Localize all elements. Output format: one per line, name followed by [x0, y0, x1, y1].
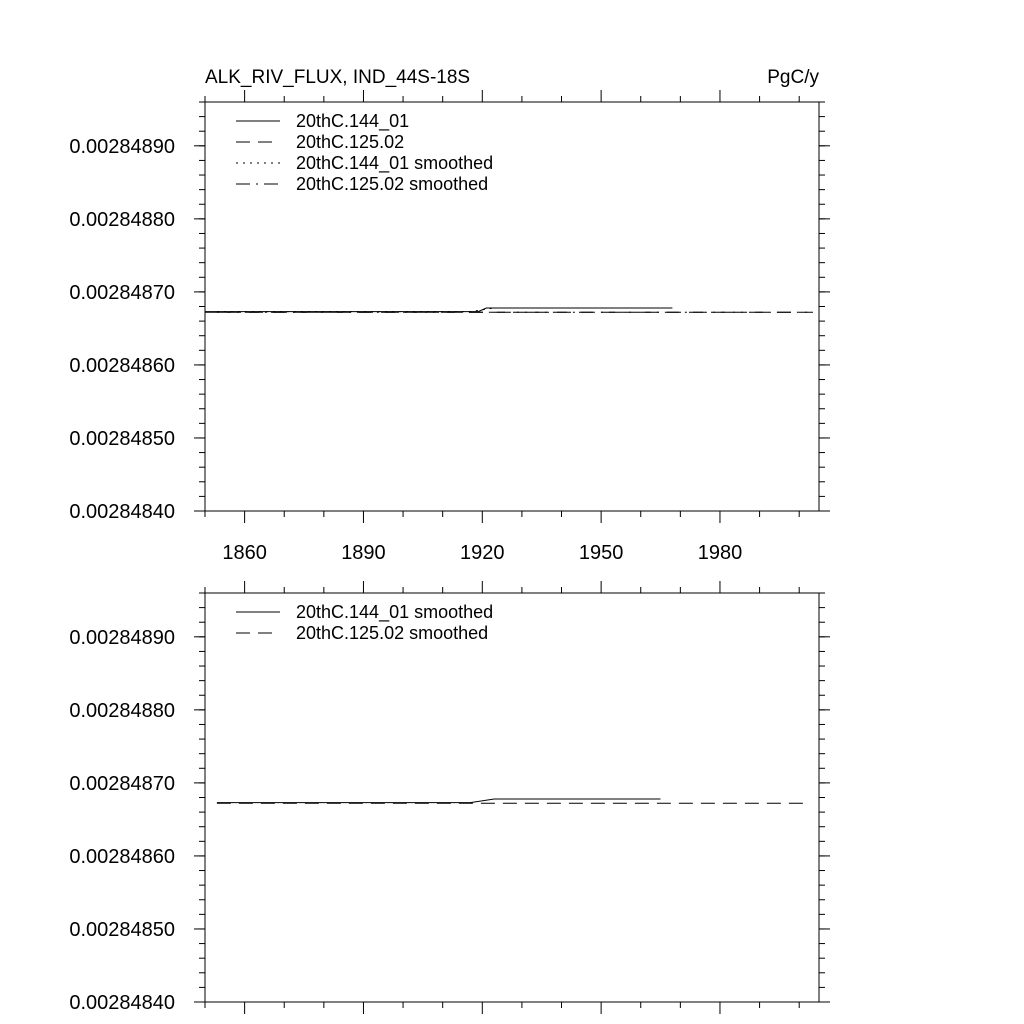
x-tick-label: 1950 — [578, 542, 624, 564]
legend-label: 20thC.144_01 smoothed — [296, 153, 494, 173]
chart-title: ALK_RIV_FLUX, IND_44S-18S — [205, 67, 471, 88]
top-panel — [69, 90, 830, 564]
y-tick-label: 0.00284890 — [69, 626, 175, 649]
bottom-panel — [69, 581, 830, 1014]
legend-label: 20thC.144_01 — [296, 111, 410, 131]
x-tick-label: 1890 — [341, 542, 386, 564]
series-line — [205, 308, 672, 312]
y-tick-label: 0.00284880 — [69, 699, 175, 722]
y-tick-label: 0.00284840 — [69, 992, 175, 1014]
y-tick-label: 0.00284870 — [69, 772, 175, 795]
y-tick-label: 0.00284890 — [69, 135, 175, 158]
plot-frame — [205, 593, 819, 1002]
series-line — [217, 799, 661, 803]
y-tick-label: 0.00284860 — [69, 354, 175, 377]
series-line — [217, 308, 661, 312]
y-tick-label: 0.00284860 — [69, 845, 175, 868]
y-tick-label: 0.00284850 — [69, 918, 175, 941]
x-tick-label: 1920 — [460, 542, 505, 564]
x-tick-label: 1980 — [697, 542, 743, 564]
legend-label: 20thC.125.02 smoothed — [296, 174, 489, 194]
legend-label: 20thC.125.02 — [296, 132, 405, 152]
y-tick-label: 0.00284850 — [69, 427, 175, 450]
x-tick-label: 1860 — [222, 542, 267, 564]
chart-units: PgC/y — [767, 67, 819, 88]
y-tick-label: 0.00284880 — [69, 208, 175, 231]
legend-label: 20thC.144_01 smoothed — [296, 602, 494, 622]
y-tick-label: 0.00284840 — [69, 501, 175, 523]
legend-label: 20thC.125.02 smoothed — [296, 623, 489, 643]
y-tick-label: 0.00284870 — [69, 281, 175, 304]
